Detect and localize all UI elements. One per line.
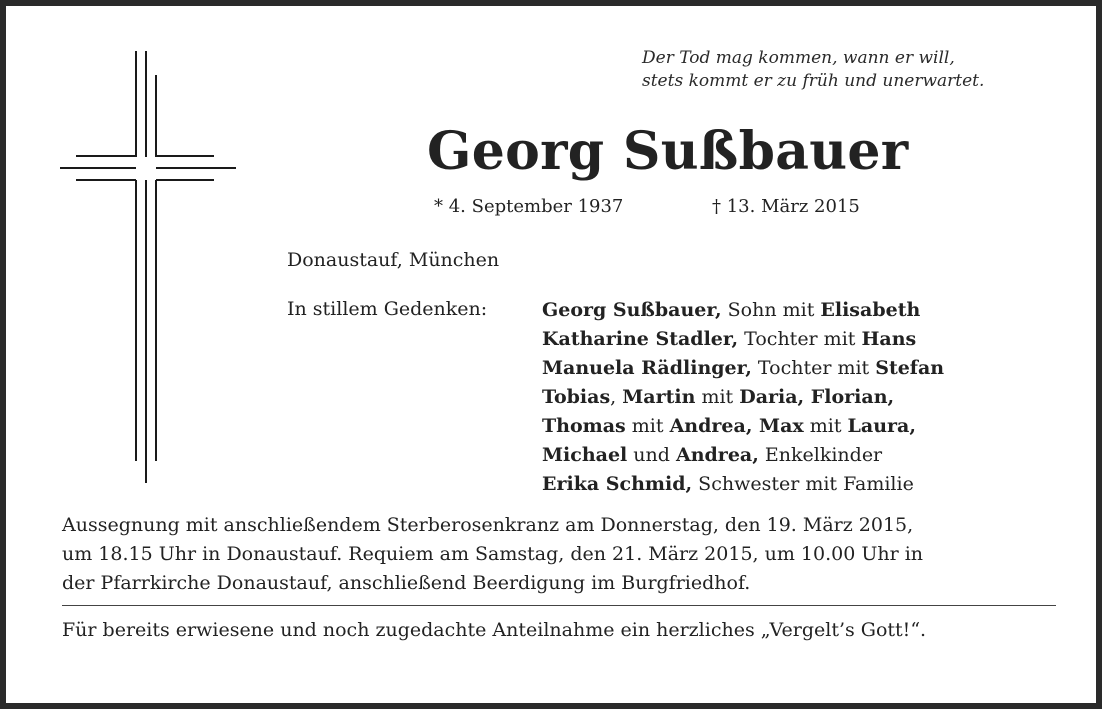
- mourner-relation: Tochter mit: [751, 357, 876, 379]
- mourner-name: Tobias: [542, 386, 611, 408]
- mourner-relation: mit: [695, 386, 740, 408]
- memory-label: In stillem Gedenken:: [287, 298, 488, 320]
- deceased-name: Georg Sußbauer: [427, 121, 909, 182]
- mourner-row: [542, 383, 944, 412]
- mourner-relation: ,: [610, 386, 623, 408]
- cross-icon: [56, 51, 238, 483]
- mourner-row: [542, 412, 944, 441]
- life-dates: [434, 195, 860, 219]
- mourner-name: Manuela Rädlinger,: [542, 357, 752, 379]
- service-line-1: Aussegnung mit anschließendem Sterberosenkranz am Donnerstag, den 19. März 2015,: [62, 514, 914, 536]
- mourner-name: Laura,: [847, 415, 916, 437]
- mourner-relation: Enkelkinder: [758, 444, 883, 466]
- mourner-row: [542, 296, 944, 325]
- mourner-name: Michael: [542, 444, 628, 466]
- mourner-relation: und: [627, 444, 676, 466]
- mourner-relation: mit: [803, 415, 848, 437]
- mourner-name: Andrea,: [675, 444, 759, 466]
- mourner-name: Katharine Stadler,: [542, 328, 739, 350]
- mourner-name: Erika Schmid,: [542, 473, 693, 495]
- mourner-name: Martin: [622, 386, 696, 408]
- mourner-row: [542, 441, 944, 470]
- thanks-note: Für bereits erwiesene und noch zugedachte Anteilnahme ein herzliches „Vergelt’s Gott!“.: [62, 619, 927, 641]
- service-details: [62, 511, 1062, 598]
- mourner-row: [542, 354, 944, 383]
- mourner-name: Andrea, Max: [669, 415, 804, 437]
- service-line-2: um 18.15 Uhr in Donaustauf. Requiem am Samstag, den 21. März 2015, um 10.00 Uhr in: [62, 543, 924, 565]
- mourner-relation: Tochter mit: [738, 328, 862, 350]
- service-line-3: der Pfarrkirche Donaustauf, anschließend Beerdigung im Burgfriedhof.: [62, 572, 751, 594]
- divider: [62, 605, 1056, 606]
- places: Donaustauf, München: [287, 249, 500, 271]
- mourner-name: Daria, Florian,: [739, 386, 895, 408]
- motto-quote: [642, 47, 984, 93]
- mourner-name: Hans: [861, 328, 917, 350]
- mourner-relation: Sohn mit: [721, 299, 821, 321]
- mourner-row: [542, 470, 944, 499]
- mourner-row: [542, 325, 944, 354]
- mourner-name: Thomas: [542, 415, 626, 437]
- mourners-list: [542, 296, 944, 499]
- death-date: † 13. März 2015: [712, 196, 860, 217]
- birth-date: * 4. September 1937: [434, 196, 624, 217]
- mourner-relation: Schwester mit Familie: [692, 473, 914, 495]
- mourner-name: Georg Sußbauer,: [542, 299, 722, 321]
- motto-line-2: stets kommt er zu früh und unerwartet.: [642, 71, 985, 91]
- mourner-relation: mit: [625, 415, 670, 437]
- mourner-name: Elisabeth: [820, 299, 921, 321]
- motto-line-1: Der Tod mag kommen, wann er will,: [642, 48, 955, 68]
- mourner-name: Stefan: [875, 357, 945, 379]
